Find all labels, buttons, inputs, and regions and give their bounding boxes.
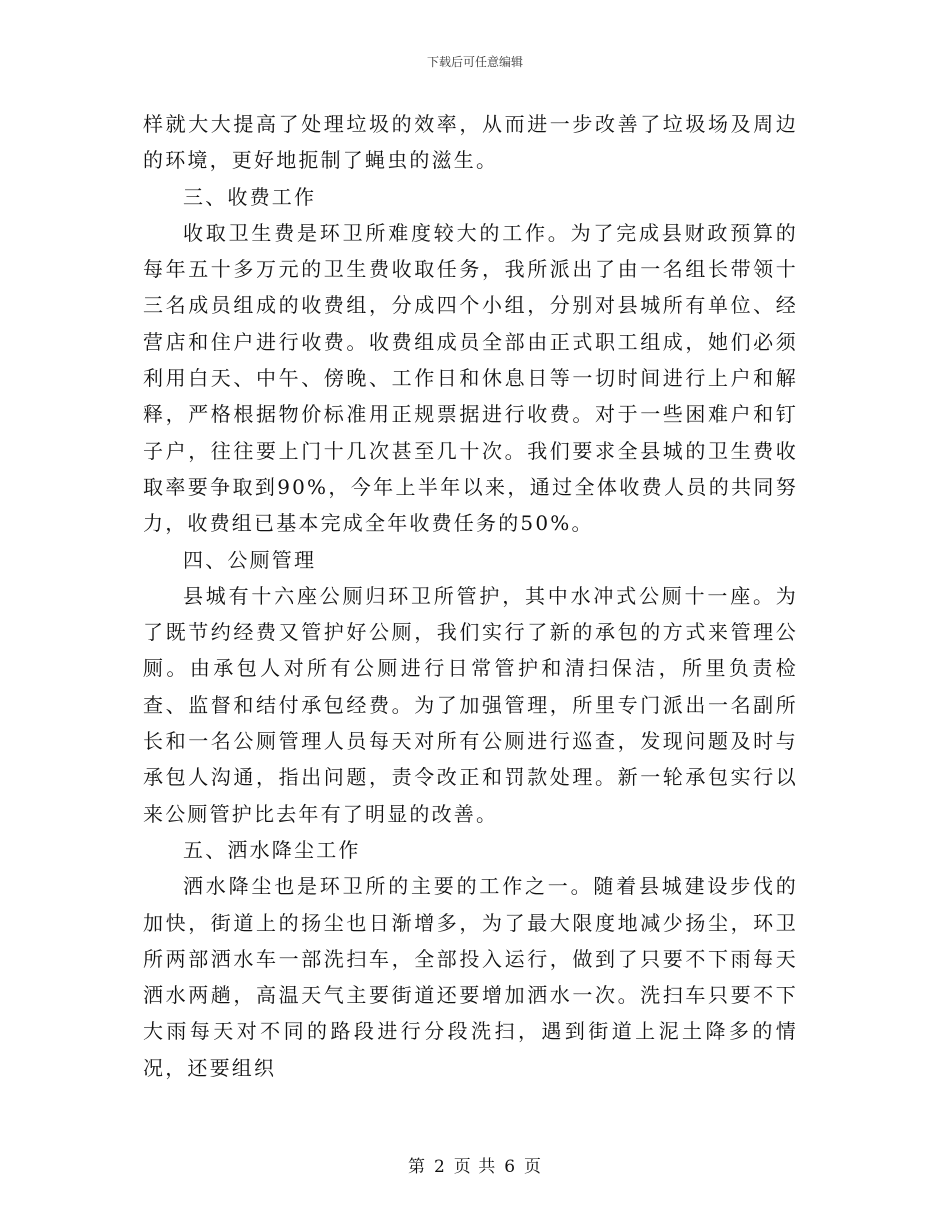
paragraph-fees: 收取卫生费是环卫所难度较大的工作。为了完成县财政预算的每年五十多万元的卫生费收取任务，我所派出了由一名组长带领十三名成员组成的收费组，分成四个小组，分别对县城所有单位、经营店和住户进行收费。收费组成员全部由正式职工组成，她们必须利用白天、中午、傍晚、工作日和休息日等一切时间进行上户和解释，严格根据物价标准用正规票据进行收费。对于一些困难户和钉子户，往往要上门十几次甚至几十次。我们要求全县城的卫生费收取率要争取到90%，今年上半年以来，通过全体收费人员的共同努力，收费组已基本完成全年收费任务的50%。 — [143, 220, 798, 536]
page-number: 2 — [433, 1157, 446, 1177]
section-heading-dust: 五、洒水降尘工作 — [183, 837, 361, 862]
section-heading-fees: 三、收费工作 — [183, 184, 317, 209]
paragraph-toilets: 县城有十六座公厕归环卫所管护，其中水冲式公厕十一座。为了既节约经费又管护好公厕，我们实行了新的承包的方式来管理公厕。由承包人对所有公厕进行日常管护和清扫保洁，所里负责检查、监督和结付承包经费。为了加强管理，所里专门派出一名副所长和一名公厕管理人员每天对所有公厕进行巡查，发现问题及时与承包人沟通，指出问题，责令改正和罚款处理。新一轮承包实行以来公厕管护比去年有了明显的改善。 — [143, 583, 798, 826]
total-pages: 6 — [504, 1157, 517, 1177]
page-header: 下载后可任意编辑 — [426, 55, 523, 69]
document-body — [143, 106, 798, 1086]
section-heading-toilets: 四、公厕管理 — [183, 547, 317, 572]
footer-prefix: 第 — [407, 1157, 426, 1177]
page-footer — [0, 1152, 950, 1177]
footer-suffix: 页 — [524, 1157, 543, 1177]
paragraph-continuation: 样就大大提高了处理垃圾的效率，从而进一步改善了垃圾场及周边的环境，更好地扼制了蝇虫的滋生。 — [143, 112, 798, 173]
footer-mid: 页 共 — [453, 1157, 497, 1177]
paragraph-dust: 洒水降尘也是环卫所的主要的工作之一。随着县城建设步伐的加快，街道上的扬尘也日渐增多，为了最大限度地减少扬尘，环卫所两部洒水车一部洗扫车，全部投入运行，做到了只要不下雨每天洒水两趟，高温天气主要街道还要增加洒水一次。洗扫车只要不下大雨每天对不同的路段进行分段洗扫，遇到街道上泥土降多的情况，还要组织 — [143, 874, 798, 1080]
